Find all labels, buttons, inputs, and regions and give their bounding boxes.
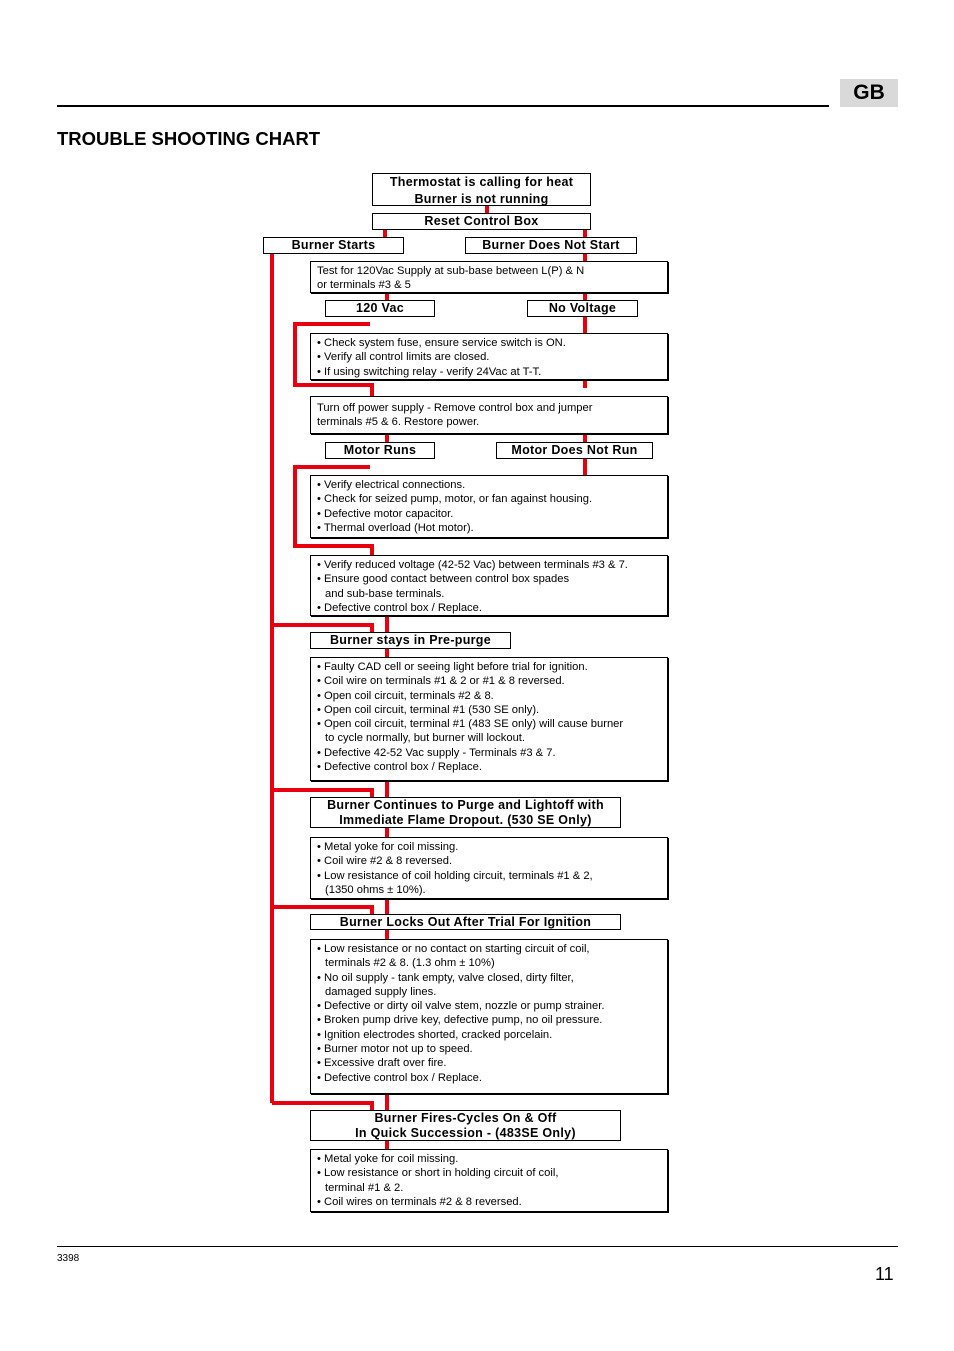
node-line: • Broken pump drive key, defective pump, no oil pressure. (317, 1014, 603, 1027)
node-line: • Check system fuse, ensure service switch is ON. (317, 337, 566, 349)
node-line: Burner is not running (414, 192, 549, 206)
node-line: • Ensure good contact between control box spades (317, 573, 570, 586)
node-line: • Verify electrical connections. (317, 479, 466, 491)
vac120-node: 120 Vac (325, 300, 435, 317)
node-line: • Open coil circuit, terminal #1 (483 SE only) will cause burner (317, 718, 624, 731)
node-line: • Coil wires on terminals #2 & 8 reversed. (317, 1195, 522, 1208)
node-line: • Coil wire on terminals #1 & 2 or #1 & 8 reversed. (317, 675, 565, 688)
node-line: • Low resistance or no contact on starting circuit of coil, (317, 943, 590, 955)
verify-voltage-node (310, 555, 668, 616)
node-line: and sub-base terminals. (325, 587, 445, 600)
burner-starts-node: Burner Starts (263, 237, 404, 254)
reset-control-box-node: Reset Control Box (372, 213, 591, 230)
motor-does-not-run-node: Motor Does Not Run (496, 442, 653, 459)
motor-runs-node: Motor Runs (325, 442, 435, 459)
node-line: or terminals #3 & 5 (317, 279, 411, 292)
node-line: • Open coil circuit, terminals #2 & 8. (317, 689, 494, 702)
fires-cycles-node (310, 1110, 621, 1141)
node-line: • Faulty CAD cell or seeing light before trial for ignition. (317, 661, 588, 673)
connector (272, 1103, 372, 1110)
check-fuse-node (310, 333, 668, 380)
pre-purge-node: Burner stays in Pre-purge (310, 632, 511, 649)
connector (272, 790, 372, 797)
node-line: • Excessive draft over fire. (317, 1057, 447, 1070)
node-line: terminals #2 & 8. (1.3 ohm ± 10%) (325, 957, 495, 970)
connector (272, 625, 372, 632)
node-line: terminal #1 & 2. (325, 1181, 404, 1194)
node-line: • Metal yoke for coil missing. (317, 1153, 459, 1165)
metal-yoke-node-2 (310, 1149, 668, 1212)
page-number: 11 (875, 1264, 894, 1284)
node-line: In Quick Succession - (483SE Only) (355, 1126, 576, 1140)
node-line: Turn off power supply - Remove control box and jumper (317, 402, 593, 414)
node-line: • Defective control box / Replace. (317, 761, 482, 774)
node-line: • Burner motor not up to speed. (317, 1043, 473, 1056)
page-title: TROUBLE SHOOTING CHART (57, 128, 321, 149)
node-line: Burner Continues to Purge and Lightoff with (327, 798, 604, 812)
node-line: • Thermal overload (Hot motor). (317, 521, 474, 534)
node-line: Burner Fires-Cycles On & Off (374, 1111, 557, 1125)
node-line: to cycle normally, but burner will lockout. (325, 732, 526, 745)
low-resistance-node (310, 939, 668, 1094)
node-line: • No oil supply - tank empty, valve closed, dirty filter, (317, 971, 574, 984)
node-line: • Defective control box / Replace. (317, 601, 482, 614)
continues-purge-node (310, 797, 621, 828)
turn-off-power-node (310, 396, 668, 434)
node-line: • Open coil circuit, terminal #1 (530 SE only). (317, 703, 540, 716)
node-line: • Verify reduced voltage (42-52 Vac) between terminals #3 & 7. (317, 559, 628, 571)
node-line: terminals #5 & 6. Restore power. (317, 416, 480, 429)
node-line: • Metal yoke for coil missing. (317, 841, 459, 853)
node-line: • Coil wire #2 & 8 reversed. (317, 855, 453, 868)
node-line: (1350 ohms ± 10%). (325, 883, 426, 896)
node-line: • If using switching relay - verify 24Vac at T-T. (317, 365, 542, 378)
node-line: • Low resistance of coil holding circuit, terminals #1 & 2, (317, 869, 593, 882)
test-120vac-node (310, 261, 668, 293)
node-line: • Ignition electrodes shorted, cracked porcelain. (317, 1028, 553, 1041)
thermostat-calling-node (372, 173, 591, 206)
language-badge: GB (840, 79, 898, 107)
node-line: Immediate Flame Dropout. (530 SE Only) (339, 813, 592, 827)
node-line: • Defective or dirty oil valve stem, nozzle or pump strainer. (317, 1000, 605, 1013)
burner-does-not-start-node: Burner Does Not Start (465, 237, 637, 254)
connector (272, 907, 372, 914)
verify-electrical-node (310, 475, 668, 538)
document-code: 3398 (57, 1253, 80, 1264)
node-line: • Defective 42-52 Vac supply - Terminals #3 & 7. (317, 746, 556, 759)
node-line: Test for 120Vac Supply at sub-base between L(P) & N (317, 265, 585, 277)
node-line: • Defective control box / Replace. (317, 1071, 482, 1084)
node-line: • Low resistance or short in holding circuit of coil, (317, 1167, 559, 1180)
node-line: • Verify all control limits are closed. (317, 351, 490, 364)
node-line: Thermostat is calling for heat (389, 175, 574, 189)
node-line: • Defective motor capacitor. (317, 507, 454, 520)
locks-out-node: Burner Locks Out After Trial For Ignition (310, 914, 621, 930)
faulty-cad-node (310, 657, 668, 781)
node-line: • Check for seized pump, motor, or fan against housing. (317, 493, 593, 506)
no-voltage-node: No Voltage (527, 300, 638, 317)
metal-yoke-node-1 (310, 837, 668, 899)
node-line: damaged supply lines. (325, 985, 437, 998)
